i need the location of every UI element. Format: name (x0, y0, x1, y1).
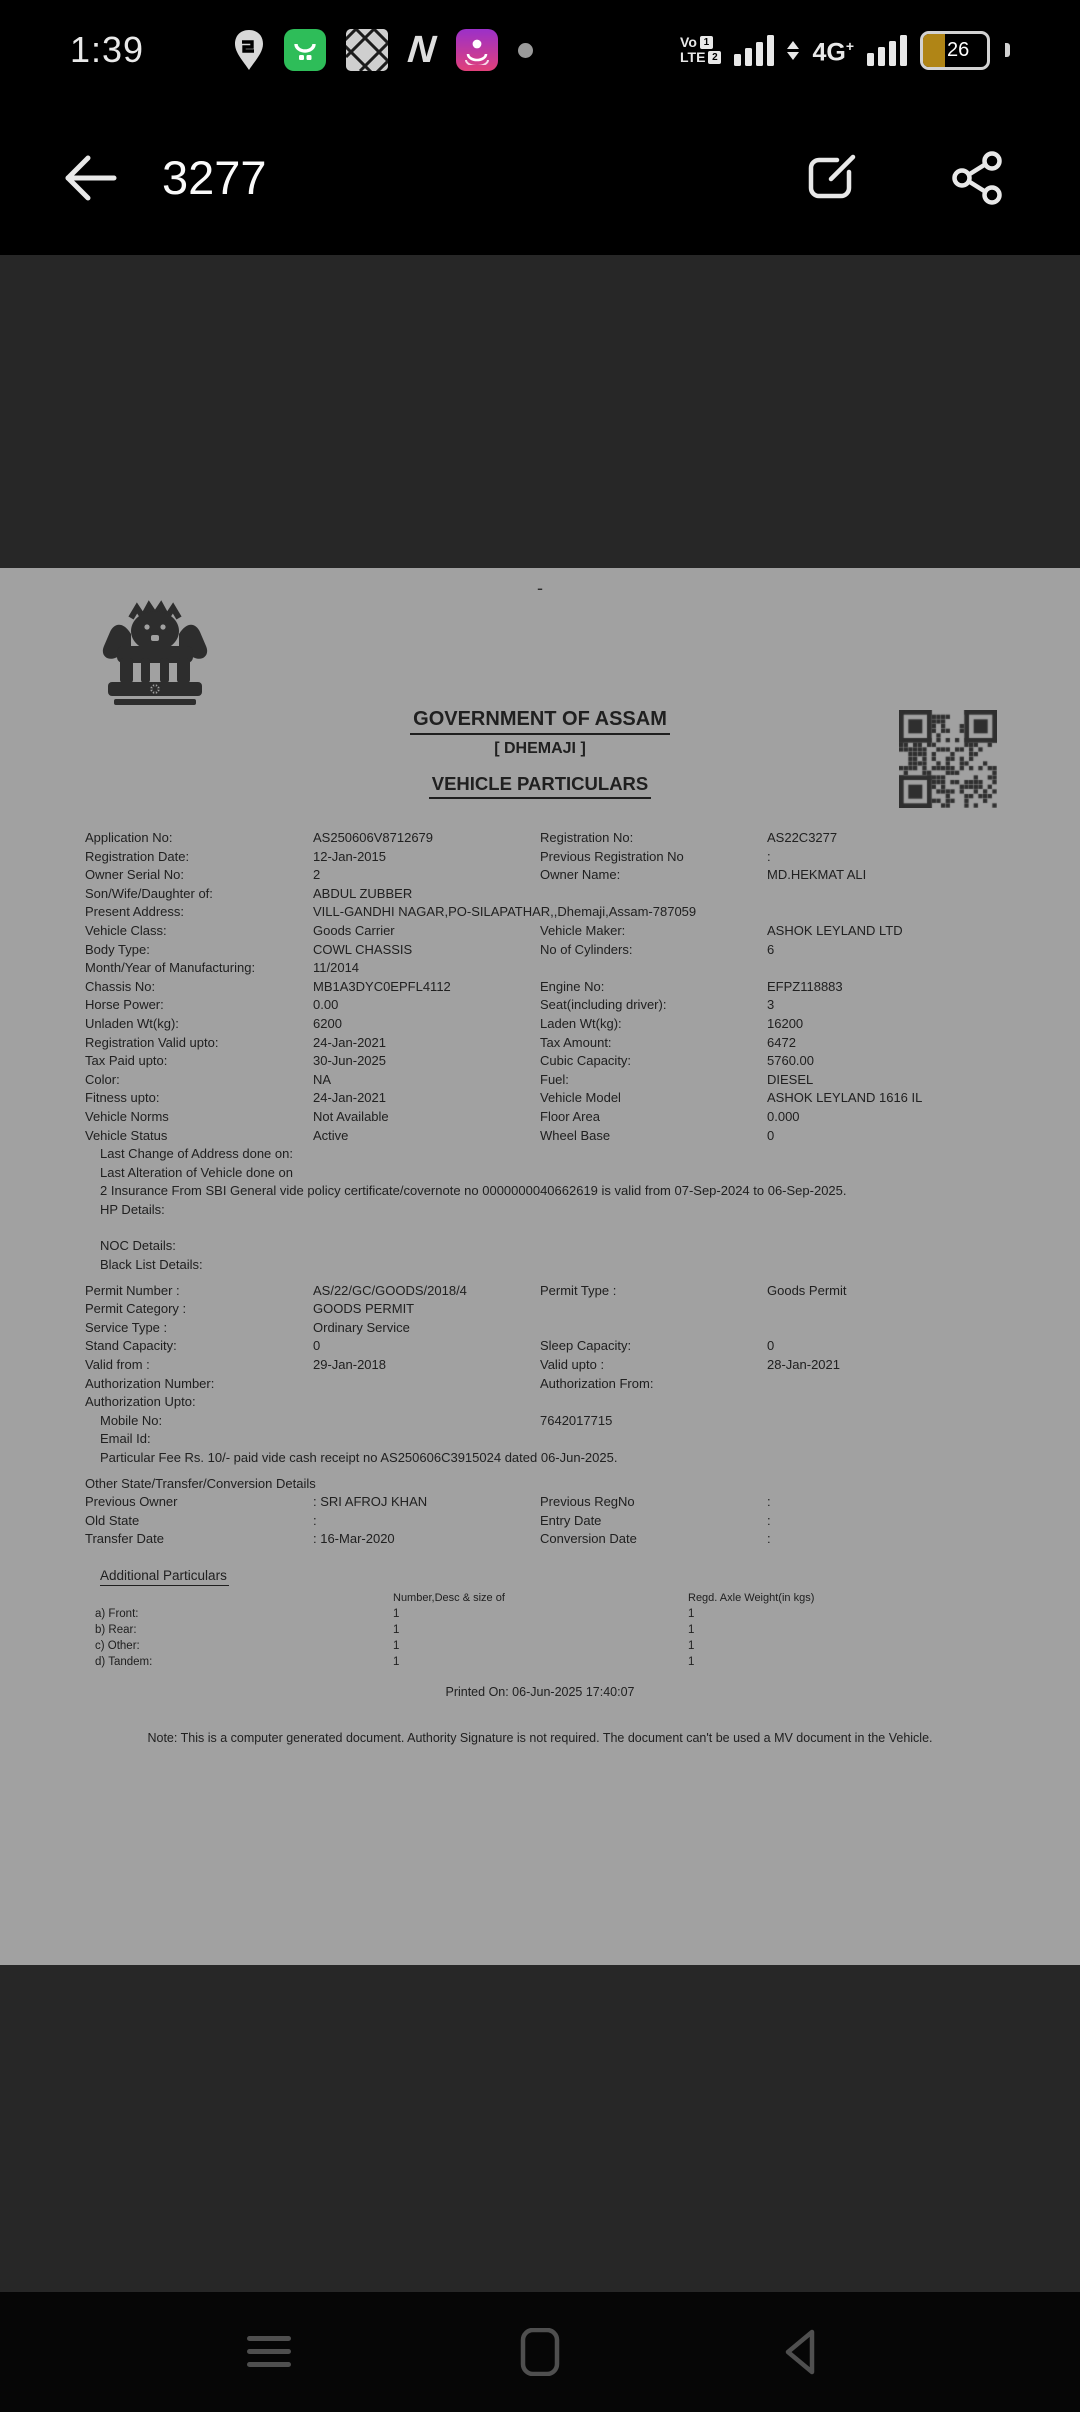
field-value: 0.000 (767, 1108, 800, 1124)
vehicle-fields (0, 830, 1080, 1550)
field-label: Seat(including driver): (540, 997, 667, 1013)
field-value: : (767, 1531, 771, 1547)
field-row (0, 960, 1080, 979)
field-label: c) Other: (95, 1640, 140, 1652)
field-label: Vehicle Norms (85, 1108, 169, 1124)
field-row (0, 1413, 1080, 1432)
field-label: Owner Serial No: (85, 867, 184, 883)
field-value: 28-Jan-2021 (767, 1357, 840, 1373)
government-title: GOVERNMENT OF ASSAM (410, 708, 670, 735)
field-row (0, 1608, 1080, 1624)
field-value: 0 (313, 1338, 321, 1354)
field-label: Application No: (85, 830, 173, 845)
toolbar-actions (803, 150, 1080, 206)
field-value: ABDUL ZUBBER (313, 885, 413, 901)
sim2-badge: 2 (708, 51, 721, 64)
field-label: Valid from : (85, 1357, 150, 1373)
field-row (0, 849, 1080, 868)
document-title: VEHICLE PARTICULARS (429, 773, 652, 799)
field-label: Engine No: (540, 978, 605, 994)
field-label: d) Tandem: (95, 1656, 153, 1668)
sim1-badge: 1 (700, 36, 713, 49)
field-value: 6200 (313, 1015, 342, 1031)
field-label: Previous Owner (85, 1494, 178, 1510)
field-row (0, 1301, 1080, 1320)
field-label: Authorization Upto: (85, 1394, 196, 1410)
field-value: ASHOK LEYLAND LTD (767, 922, 903, 938)
district-title: [ DHEMAJI ] (494, 740, 586, 757)
field-label: HP Details: (100, 1201, 165, 1217)
field-label: Vehicle Maker: (540, 922, 626, 938)
field-label: Registration No: (540, 830, 634, 845)
field-label: 1 (688, 1608, 695, 1620)
field-label: Floor Area (540, 1108, 600, 1124)
field-row (0, 1016, 1080, 1035)
field-label: 2 Insurance From SBI General vide policy certificate/covernote no 0000000040662619 is valid from 07-Sep-2024 to 06-Sep-2025. (100, 1183, 847, 1199)
field-label: Transfer Date (85, 1531, 164, 1547)
network-type: 4G+ (812, 38, 854, 67)
additional-particulars-heading: Additional Particulars (100, 1568, 229, 1586)
field-label: Vehicle Class: (85, 922, 167, 938)
field-row (0, 886, 1080, 905)
field-label: Owner Name: (540, 867, 621, 883)
field-row (0, 1656, 1080, 1672)
field-label: Laden Wt(kg): (540, 1015, 622, 1031)
field-row (0, 1072, 1080, 1091)
field-row (0, 1338, 1080, 1357)
field-value: VILL-GANDHI NAGAR,PO-SILAPATHAR,,Dhemaji,Assam-787059 (313, 904, 697, 920)
field-label: Other State/Transfer/Conversion Details (85, 1475, 316, 1491)
field-label: NOC Details: (100, 1238, 176, 1254)
field-value: DIESEL (767, 1071, 814, 1087)
field-label: Previous Registration No (540, 848, 684, 864)
field-row (0, 1476, 1080, 1495)
battery-percent: 26 (947, 38, 970, 61)
field-row (0, 1357, 1080, 1376)
nav-back-icon[interactable] (778, 2328, 830, 2376)
checkered-icon (346, 29, 388, 71)
field-row (0, 1592, 1080, 1608)
field-row (0, 1624, 1080, 1640)
field-value: 1 (393, 1656, 400, 1668)
field-value: : (767, 1494, 771, 1510)
app-toolbar (0, 100, 1080, 255)
field-label: Tax Paid upto: (85, 1053, 168, 1069)
field-value: Ordinary Service (313, 1319, 410, 1335)
printed-on-line: Printed On: 06-Jun-2025 17:40:07 (445, 1685, 635, 1699)
field-label: Entry Date (540, 1512, 602, 1528)
field-row (0, 1238, 1080, 1257)
field-label: Last Alteration of Vehicle done on (100, 1164, 293, 1180)
field-value: 2 (313, 867, 321, 883)
field-row (0, 1035, 1080, 1054)
field-row (0, 979, 1080, 998)
field-label: 1 (688, 1656, 695, 1668)
field-value: : (767, 1512, 771, 1528)
field-value: 11/2014 (313, 960, 360, 976)
field-label: Vehicle Status (85, 1127, 168, 1143)
field-row (0, 1090, 1080, 1109)
field-value: 0.00 (313, 997, 339, 1013)
field-value: : (767, 848, 771, 864)
field-value: ASHOK LEYLAND 1616 IL (767, 1090, 923, 1106)
field-row (0, 867, 1080, 886)
field-row (0, 1320, 1080, 1339)
field-label: Fuel: (540, 1071, 569, 1087)
field-label: Color: (85, 1071, 120, 1087)
field-label: Particular Fee Rs. 10/- paid vide cash receipt no AS250606C3915024 dated 06-Jun-2025. (100, 1450, 618, 1465)
field-label: Son/Wife/Daughter of: (85, 885, 213, 901)
meditation-app-icon (456, 29, 498, 71)
field-label: 1 (688, 1624, 695, 1636)
document-viewer[interactable] (0, 255, 1080, 2292)
field-value: : 16-Mar-2020 (313, 1531, 395, 1547)
field-row (0, 904, 1080, 923)
field-label: No of Cylinders: (540, 941, 633, 957)
field-value: Not Available (313, 1108, 389, 1124)
field-label: Authorization Number: (85, 1375, 215, 1391)
field-value: 1 (393, 1608, 400, 1620)
page-top-dash: - (537, 578, 543, 598)
field-row (0, 997, 1080, 1016)
field-label: Stand Capacity: (85, 1338, 177, 1354)
field-label: Permit Type : (540, 1282, 617, 1298)
field-label: Authorization From: (540, 1375, 654, 1391)
axle-table (0, 1592, 1080, 1672)
field-value: 0 (767, 1338, 775, 1354)
field-value: MD.HEKMAT ALI (767, 867, 867, 883)
field-label: b) Rear: (95, 1624, 137, 1636)
field-row (0, 1513, 1080, 1532)
status-bar (0, 0, 1080, 100)
field-row (0, 1146, 1080, 1165)
field-value: AS22C3277 (767, 830, 838, 845)
field-label: a) Front: (95, 1608, 139, 1620)
field-row (0, 1394, 1080, 1413)
field-label: Old State (85, 1512, 140, 1528)
field-row (0, 1431, 1080, 1450)
field-value: : (313, 1512, 317, 1528)
field-value: 24-Jan-2021 (313, 1090, 386, 1106)
field-label: Permit Category : (85, 1301, 187, 1317)
field-row (0, 1531, 1080, 1550)
field-row (0, 1283, 1080, 1302)
field-row (0, 1257, 1080, 1276)
field-value: Goods Permit (767, 1282, 847, 1298)
field-label: 1 (688, 1640, 695, 1652)
share-icon[interactable] (949, 150, 1005, 206)
edit-icon[interactable] (803, 150, 859, 206)
field-value: 16200 (767, 1015, 804, 1031)
field-value: 12-Jan-2015 (313, 848, 386, 864)
field-row (0, 1640, 1080, 1656)
field-label: Vehicle Model (540, 1090, 621, 1106)
notification-dot-icon (518, 43, 533, 58)
field-value: Number,Desc & size of (393, 1592, 505, 1604)
field-label: 7642017715 (540, 1412, 613, 1428)
field-label: Sleep Capacity: (540, 1338, 632, 1354)
field-label: Unladen Wt(kg): (85, 1015, 179, 1031)
field-label: Fitness upto: (85, 1090, 160, 1106)
home-icon[interactable] (514, 2328, 566, 2376)
field-label: Service Type : (85, 1319, 168, 1335)
field-value: 6 (767, 941, 775, 957)
field-value: 1 (393, 1640, 400, 1652)
field-value: 5760.00 (767, 1053, 814, 1069)
field-value: Active (313, 1127, 349, 1143)
battery-icon (920, 31, 990, 70)
green-store-icon (284, 29, 326, 71)
field-label: Chassis No: (85, 978, 156, 994)
field-label: Valid upto : (540, 1357, 605, 1373)
field-value: COWL CHASSIS (313, 941, 413, 957)
field-label: Body Type: (85, 941, 150, 957)
status-indicators (680, 31, 1080, 70)
field-row (0, 830, 1080, 849)
field-label: Wheel Base (540, 1127, 611, 1143)
document-header (0, 708, 1080, 799)
battery-nub (1005, 43, 1010, 57)
field-value: 6472 (767, 1034, 796, 1050)
field-row (0, 1450, 1080, 1469)
page-title: 3277 (162, 151, 267, 204)
field-label: Conversion Date (540, 1531, 637, 1547)
field-value: EFPZ118883 (767, 978, 843, 994)
field-label: Mobile No: (100, 1412, 163, 1428)
field-row (0, 1202, 1080, 1221)
recents-menu-icon[interactable] (243, 2328, 295, 2376)
field-value: AS250606V8712679 (313, 830, 434, 845)
field-label: Previous RegNo (540, 1494, 635, 1510)
battery-fill (923, 34, 945, 67)
footer-note: Note: This is a computer generated document. Authority Signature is not required. The document can't be used a MV document in the Vehicle. (147, 1731, 933, 1745)
field-row (0, 1376, 1080, 1395)
field-value: Goods Carrier (313, 922, 395, 938)
field-value: 0 (767, 1127, 775, 1143)
field-row (0, 1165, 1080, 1184)
android-nav-bar (0, 2292, 1080, 2412)
field-label: Tax Amount: (540, 1034, 612, 1050)
field-row (0, 942, 1080, 961)
field-row (0, 1183, 1080, 1202)
field-row (0, 1494, 1080, 1513)
volte-text-2: LTE (680, 49, 706, 65)
field-label: Registration Date: (85, 848, 190, 864)
ashoka-emblem-icon (85, 594, 225, 712)
field-value: MB1A3DYC0EPFL4112 (313, 978, 451, 994)
field-value: 30-Jun-2025 (313, 1053, 386, 1069)
field-label: Email Id: (100, 1431, 151, 1447)
field-value: NA (313, 1071, 332, 1087)
notification-icons (234, 29, 532, 72)
field-value: 3 (767, 997, 775, 1013)
clock: 1:39 (70, 29, 145, 70)
field-value: GOODS PERMIT (313, 1301, 415, 1317)
signal-bars-sim1 (734, 34, 774, 66)
field-value: 24-Jan-2021 (313, 1034, 386, 1050)
volte-text-1: Vo (680, 34, 697, 50)
field-label: Black List Details: (100, 1257, 203, 1273)
field-label: Cubic Capacity: (540, 1053, 632, 1069)
field-row (0, 1053, 1080, 1072)
field-label: Last Change of Address done on: (100, 1146, 293, 1162)
field-label: Horse Power: (85, 997, 164, 1013)
field-value: AS/22/GC/GOODS/2018/4 (313, 1282, 467, 1298)
field-row (0, 1109, 1080, 1128)
delivery-pin-icon (234, 30, 264, 70)
back-arrow-icon[interactable] (62, 152, 120, 204)
field-label: Month/Year of Manufacturing: (85, 960, 256, 976)
signal-bars-sim2 (867, 34, 907, 66)
field-label: Present Address: (85, 904, 184, 920)
volte-indicator (680, 35, 721, 65)
field-value: 1 (393, 1624, 400, 1636)
field-label: Regd. Axle Weight(in kgs) (688, 1592, 815, 1604)
document-page (0, 568, 1080, 1965)
data-activity-icon (787, 41, 799, 60)
field-row (0, 1128, 1080, 1147)
field-label: Registration Valid upto: (85, 1034, 219, 1050)
n-app-icon: N (405, 28, 438, 71)
field-row (0, 923, 1080, 942)
field-value: : SRI AFROJ KHAN (313, 1494, 428, 1510)
field-label: Permit Number : (85, 1282, 180, 1298)
field-value: 29-Jan-2018 (313, 1357, 386, 1373)
